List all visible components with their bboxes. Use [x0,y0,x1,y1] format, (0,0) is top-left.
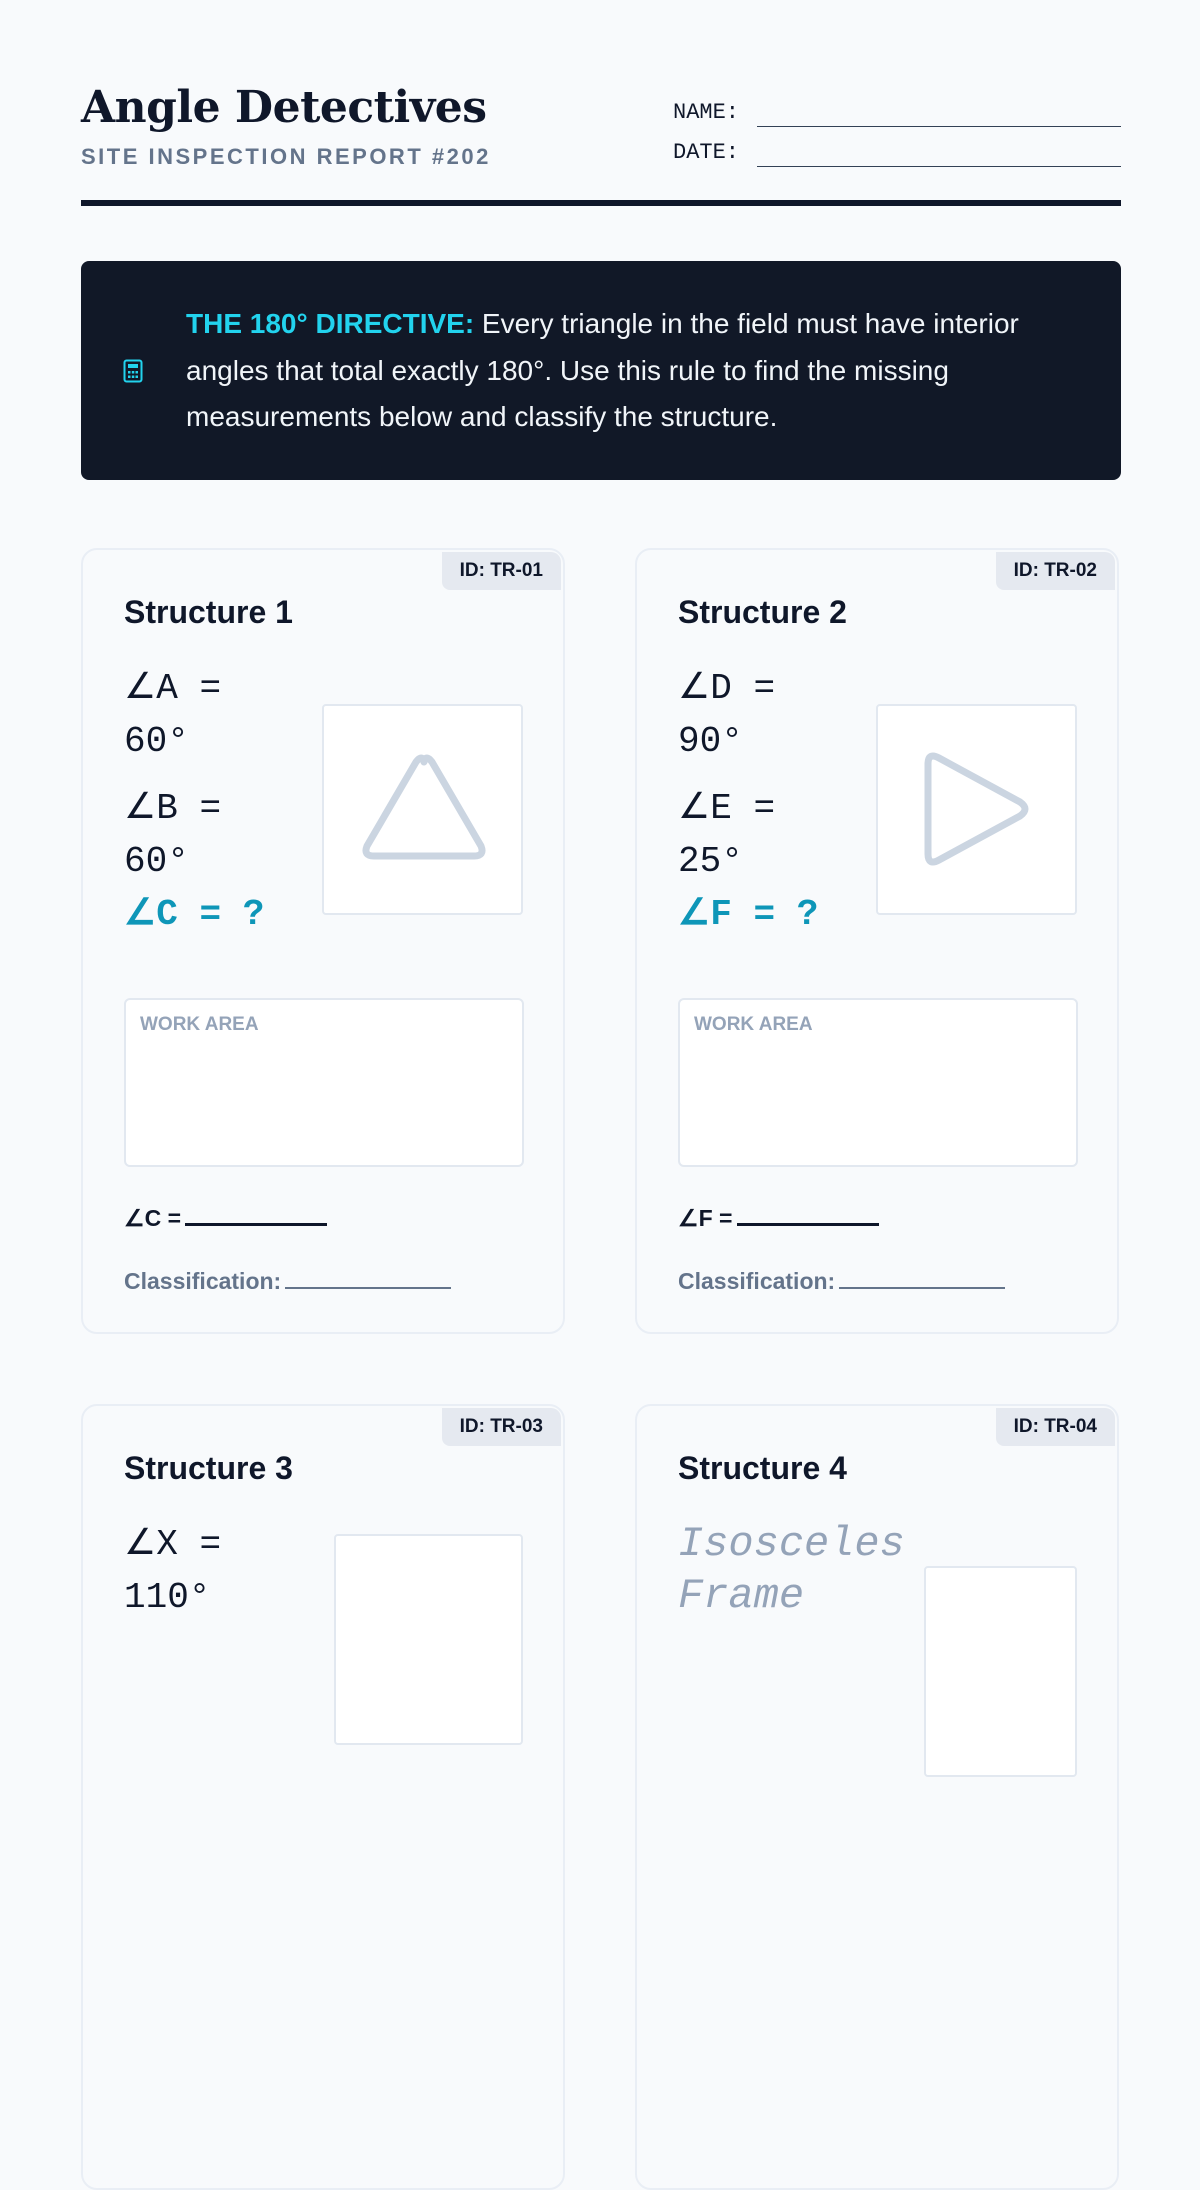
unknown-angle: ∠C = ? [124,894,265,935]
directive-body: Every triangle in the field must have interior angles that total exactly 180°. Use this rule to find the missing measurements below and classify the structure. [186,308,1019,432]
classification-field[interactable] [678,1268,1005,1295]
directive-heading: THE 180° DIRECTIVE: [186,308,475,339]
angle-list [124,662,314,941]
structure-card [81,1404,565,2190]
play-triangle-icon [878,706,1079,917]
date-line[interactable] [757,166,1121,167]
classification-label: Classification: [124,1268,282,1294]
work-area-label: WORK AREA [694,1014,813,1035]
given-angle: ∠A = 60° [124,668,222,762]
header-divider [81,200,1121,206]
calculator-icon [123,359,143,383]
structure-title: Structure 2 [678,594,847,630]
work-area[interactable] [678,998,1078,1167]
directive-banner [81,261,1121,480]
structure-title: Structure 1 [124,594,293,630]
structure-card [635,1404,1119,2190]
date-field[interactable] [673,140,1121,170]
shape-frame [876,704,1077,915]
shape-frame [334,1534,523,1745]
answer-blank[interactable] [185,1209,327,1226]
classification-blank[interactable] [285,1275,451,1289]
answer-field[interactable] [124,1205,327,1232]
given-angle: ∠E = 25° [678,788,776,882]
directive-text [186,301,1066,441]
structure-id-badge: ID: TR-02 [996,552,1115,590]
classification-label: Classification: [678,1268,836,1294]
angle-list [124,1518,314,1638]
page-subtitle: SITE INSPECTION REPORT #202 [81,144,491,169]
work-area[interactable] [124,998,524,1167]
shape-frame [322,704,523,915]
given-angle: ∠B = 60° [124,788,222,882]
structure-title: Structure 3 [124,1450,293,1486]
classification-field[interactable] [124,1268,451,1295]
name-field[interactable] [673,100,1121,130]
equilateral-triangle-icon [324,706,525,917]
structure-description: Isosceles Frame [678,1520,905,1620]
name-label: NAME: [673,100,740,125]
page-title: Angle Detectives [81,82,487,133]
answer-blank[interactable] [737,1209,879,1226]
shape-frame [924,1566,1077,1777]
given-angle: ∠D = 90° [678,668,776,762]
answer-field[interactable] [678,1205,879,1232]
name-line[interactable] [757,126,1121,127]
date-label: DATE: [673,140,740,165]
structure-card [81,548,565,1334]
work-area-label: WORK AREA [140,1014,259,1035]
classification-blank[interactable] [839,1275,1005,1289]
unknown-angle: ∠F = ? [678,894,819,935]
answer-label: ∠C = [124,1205,182,1231]
structure-id-badge: ID: TR-03 [442,1408,561,1446]
angle-list [678,662,868,941]
structure-title: Structure 4 [678,1450,847,1486]
given-angle: ∠X = 110° [124,1524,222,1618]
answer-label: ∠F = [678,1205,733,1231]
structure-id-badge: ID: TR-01 [442,552,561,590]
structure-card [635,548,1119,1334]
structure-id-badge: ID: TR-04 [996,1408,1115,1446]
worksheet-header [81,82,1121,206]
